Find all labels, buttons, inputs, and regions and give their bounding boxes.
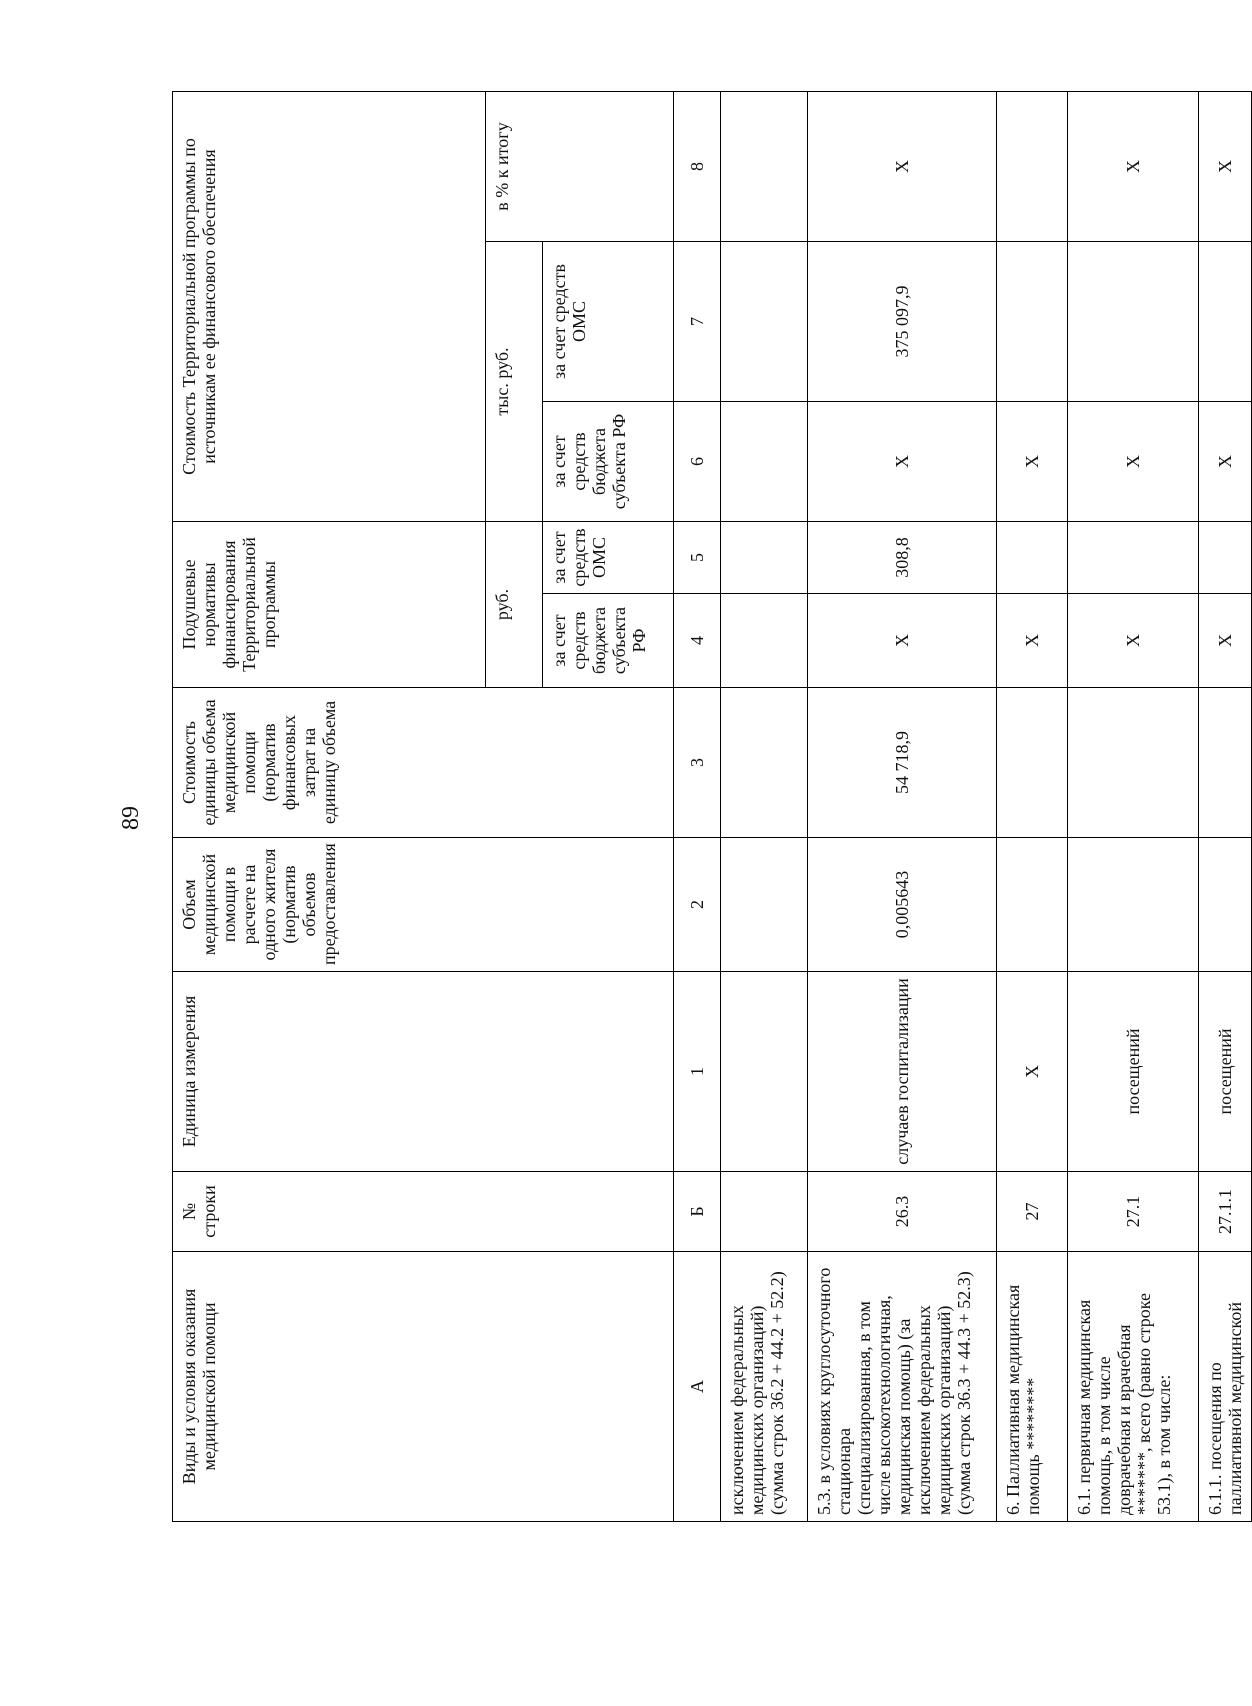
row-budget-cost: X <box>1068 402 1199 522</box>
row-oms-cost: 375 097,9 <box>808 242 997 402</box>
row-volume <box>721 838 808 972</box>
row-oms-cost <box>721 242 808 402</box>
row-unit: посещений <box>1199 972 1252 1172</box>
header-oms-cost: за счет средств ОМС <box>543 242 674 402</box>
row-budget-cost <box>721 402 808 522</box>
row-number: 26.3 <box>808 1172 997 1252</box>
header-unit: Единица измерения <box>173 972 674 1172</box>
row-unit-cost <box>1199 688 1252 838</box>
page-number: 89 <box>118 806 144 830</box>
row-volume <box>997 838 1068 972</box>
row-oms-per-capita <box>1068 522 1199 594</box>
row-unit-cost <box>1068 688 1199 838</box>
header-unit-cost: Стоимость единицы объема медицинской помощи (норматив финансовых затрат на единицу объема <box>173 688 674 838</box>
rotated-table-sheet <box>172 92 1245 1522</box>
table-row <box>721 91 808 1521</box>
index-cell: 2 <box>674 838 721 972</box>
row-percent <box>721 91 808 241</box>
header-per-capita-group: Подушевые нормативы финансирования Территориальной программы <box>173 522 486 688</box>
row-number: 27.1.1 <box>1199 1172 1252 1252</box>
index-cell: А <box>674 1252 721 1522</box>
row-number: 27 <box>997 1172 1068 1252</box>
table-row <box>1199 91 1252 1521</box>
index-cell: Б <box>674 1172 721 1252</box>
row-budget-cost: X <box>808 402 997 522</box>
row-budget-per-capita: X <box>808 594 997 688</box>
row-description: 5.3. в условиях круглосуточного стационара (специализированная, в том числе высокотехнологичная, медицинская помощь) (за исключением федеральных медицинских организаций) (сумма строк 36.3 + 44.3 + 52.3) <box>808 1252 997 1522</box>
row-description: 6. Паллиативная медицинская помощь ******** <box>997 1252 1068 1522</box>
header-unit-thous-rub: тыс. руб. <box>486 242 543 522</box>
row-budget-per-capita: X <box>1068 594 1199 688</box>
row-oms-cost <box>1068 242 1199 402</box>
row-percent: X <box>1199 91 1252 241</box>
row-oms-per-capita: 308,8 <box>808 522 997 594</box>
row-oms-per-capita <box>997 522 1068 594</box>
row-oms-cost <box>997 242 1068 402</box>
header-budget-rf-per-capita: за счет средств бюджета субъекта РФ <box>543 594 674 688</box>
row-percent: X <box>808 91 997 241</box>
index-cell: 4 <box>674 594 721 688</box>
index-cell: 5 <box>674 522 721 594</box>
row-volume <box>1068 838 1199 972</box>
row-description: 6.1. первичная медицинская помощь, в том числе доврачебная и врачебная *******, всего (равно строке 53.1), в том числе: <box>1068 1252 1199 1522</box>
index-row <box>674 91 721 1521</box>
index-cell: 7 <box>674 242 721 402</box>
header-volume-per-capita: Объем медицинской помощи в расчете на одного жителя (норматив объемов предоставления <box>173 838 674 972</box>
row-percent: X <box>1068 91 1199 241</box>
row-oms-per-capita <box>1199 522 1252 594</box>
row-percent <box>997 91 1068 241</box>
financing-table <box>172 91 1252 1522</box>
table-row <box>1068 91 1199 1521</box>
table-row <box>997 91 1068 1521</box>
row-description: 6.1.1. посещения по паллиативной медицинской <box>1199 1252 1252 1522</box>
row-budget-cost: X <box>1199 402 1252 522</box>
row-oms-cost <box>1199 242 1252 402</box>
header-program-cost-group: Стоимость Территориальной программы по источникам ее финансового обеспечения <box>173 91 486 521</box>
row-description: исключением федеральных медицинских организаций) (сумма строк 36.2 + 44.2 + 52.2) <box>721 1252 808 1522</box>
row-unit: X <box>997 972 1068 1172</box>
row-unit <box>721 972 808 1172</box>
row-budget-per-capita: X <box>997 594 1068 688</box>
row-number <box>721 1172 808 1252</box>
row-budget-per-capita <box>721 594 808 688</box>
row-number: 27.1 <box>1068 1172 1199 1252</box>
header-unit-rub: руб. <box>486 522 543 688</box>
row-unit: случаев госпитализации <box>808 972 997 1172</box>
header-type-conditions: Виды и условия оказания медицинской помощи <box>173 1252 674 1522</box>
row-volume: 0,005643 <box>808 838 997 972</box>
row-budget-per-capita: X <box>1199 594 1252 688</box>
row-volume <box>1199 838 1252 972</box>
row-budget-cost: X <box>997 402 1068 522</box>
row-unit-cost <box>721 688 808 838</box>
table-row <box>808 91 997 1521</box>
header-budget-rf-cost: за счет средств бюджета субъекта РФ <box>543 402 674 522</box>
index-cell: 8 <box>674 91 721 241</box>
row-oms-per-capita <box>721 522 808 594</box>
header-oms-per-capita: за счет средств ОМС <box>543 522 674 594</box>
index-cell: 3 <box>674 688 721 838</box>
row-unit-cost <box>997 688 1068 838</box>
header-percent-total: в % к итогу <box>486 91 674 241</box>
index-cell: 1 <box>674 972 721 1172</box>
row-unit: посещений <box>1068 972 1199 1172</box>
index-cell: 6 <box>674 402 721 522</box>
row-unit-cost: 54 718,9 <box>808 688 997 838</box>
header-row-number: № строки <box>173 1172 674 1252</box>
